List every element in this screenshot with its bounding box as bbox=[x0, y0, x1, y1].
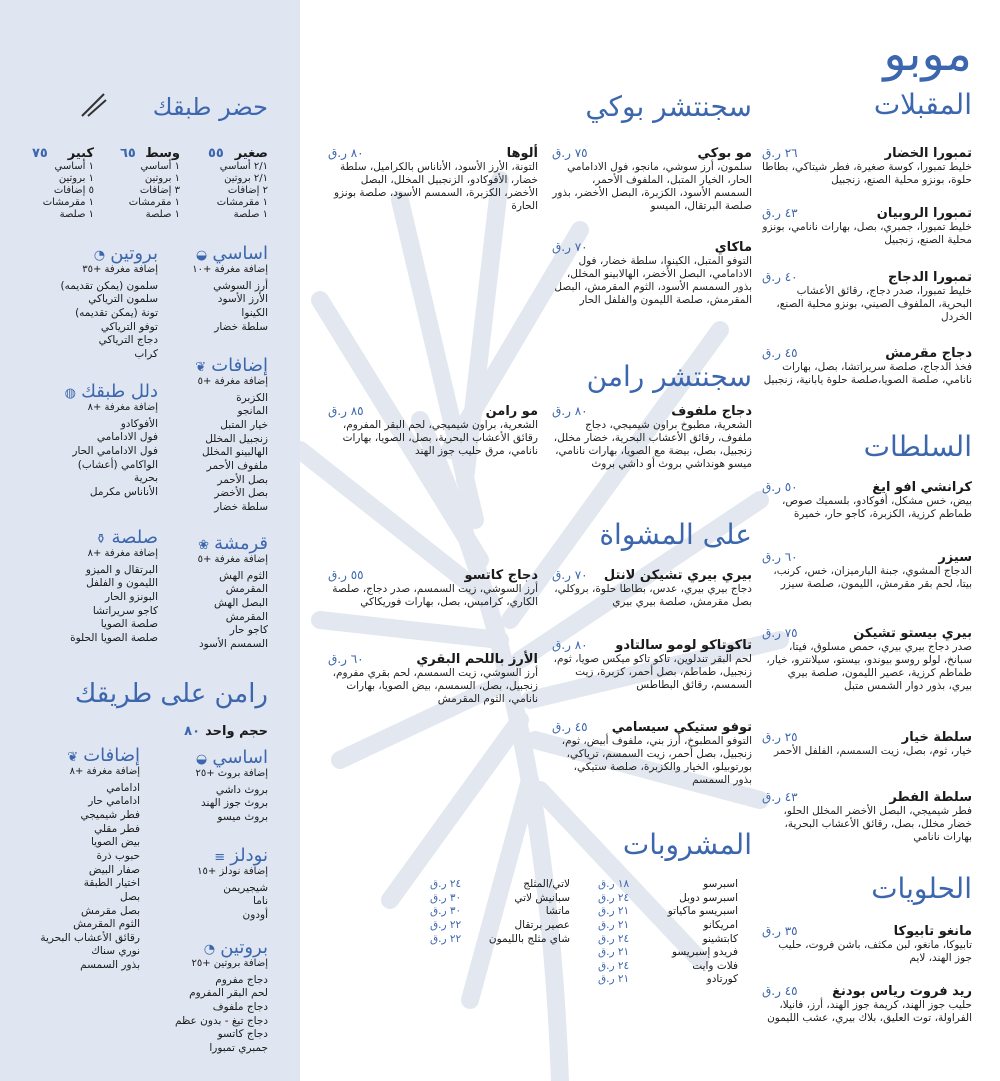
group-item: الثوم المقرمش bbox=[73, 918, 140, 931]
ramen-go-title: رامن على طريقك bbox=[74, 679, 268, 709]
ramen-go-size bbox=[184, 720, 268, 739]
garlic-icon: ❀ bbox=[198, 538, 210, 553]
item-name: تمبورا الخضار bbox=[884, 146, 972, 161]
item-desc: أرز السوشي، زيت السمسم، لحم بقري مفروم، زنجبيل، بصل، السمسم، بيض الصويا، بهارات نانامي، الثوم المقرمش bbox=[332, 667, 538, 706]
drink-name: اسبريسو ماكياتو bbox=[667, 905, 738, 918]
group-item: جمبري تمبورا bbox=[209, 1042, 268, 1054]
appetizer-item bbox=[762, 270, 972, 324]
group-item: فطر شيميجي bbox=[80, 809, 140, 822]
item-desc: خليط تمبورا، كوسة صغيرة، فطر شيتاكي، بطاطا حلوة، بونزو محلية الصنع، زنجبيل bbox=[762, 161, 972, 187]
item-name: بيري بيستو تشيكن bbox=[853, 626, 972, 641]
group-title: بروتين bbox=[220, 937, 268, 958]
item-desc: بيض، خس مشكل، أفوكادو، بلسميك صوص، طماطم كرزية، الكزبرة، كاجو حار، خميرة bbox=[781, 495, 972, 521]
bowl-icon: ◒ bbox=[195, 248, 208, 263]
group-item: بروث داشي bbox=[215, 783, 268, 796]
group-item: الهالبينو المخلل bbox=[201, 446, 268, 459]
group-extra: إضافة مغرفة +٨ bbox=[69, 765, 140, 777]
size-line: ٣ إضافات bbox=[139, 185, 180, 196]
group-item: شيجيريمن bbox=[223, 881, 268, 894]
drink-price: ٢١ ر.ق bbox=[598, 905, 630, 918]
group-item: بصل الأحمر bbox=[217, 473, 268, 486]
group-extra: إضافة بروتين +٢٥ bbox=[191, 957, 268, 969]
item-name: ألوها bbox=[506, 146, 538, 161]
drink-name: شاي مثلج بالليمون bbox=[488, 932, 570, 945]
group-item: الأفوكادو bbox=[120, 417, 158, 430]
group-item: دجاج تيغ - بدون عظم bbox=[174, 1014, 268, 1027]
group-item: توفو الترياكي bbox=[100, 320, 158, 333]
poke-title: سجنتشر بوكي bbox=[585, 90, 752, 123]
desserts-title: الحلويات bbox=[871, 872, 972, 905]
sauce-bottle-icon: ⚱ bbox=[95, 532, 107, 547]
item-desc: فطر شيميجي، البصل الأخضر المخلل الحلو، خضار مخلل، بصل، رقائق الأعشاب البحرية، بهارات نانامي bbox=[783, 805, 972, 844]
group-item: السمسم الأسود bbox=[198, 638, 268, 650]
group-item: فطر مقلي bbox=[94, 822, 140, 835]
drink-name: فلات وايت bbox=[692, 959, 738, 972]
grill-item bbox=[552, 638, 752, 692]
group-extra: إضافة مغرفة +٨ bbox=[87, 547, 158, 559]
size-line: ١ صلصة bbox=[233, 209, 268, 220]
group-item: بروث ميسو bbox=[217, 811, 268, 824]
group-item: اختيار الطبقة bbox=[83, 877, 140, 890]
salad-item bbox=[762, 480, 972, 521]
group-item: بيض الصويا bbox=[90, 836, 140, 849]
group-extra: إضافة مغرفة +٨ bbox=[87, 401, 158, 413]
item-name: دجاج كاتسو bbox=[464, 568, 538, 583]
byo-addons-group bbox=[158, 356, 268, 515]
poke-item bbox=[552, 240, 752, 308]
size-price: ٦٥ bbox=[120, 146, 136, 161]
item-name: مو بوكي bbox=[697, 146, 752, 161]
item-desc: خيار، ثوم، بصل، زيت السمسم، الفلفل الأحمر bbox=[774, 745, 972, 757]
item-price: ٧٠ ر.ق bbox=[552, 568, 588, 582]
salad-item bbox=[762, 730, 972, 758]
group-item: بذور السمسم bbox=[80, 959, 140, 972]
group-item: تونة (يمكن تقديمه) bbox=[75, 307, 158, 320]
drink-price: ٢٤ ر.ق bbox=[598, 932, 630, 945]
item-desc: الشعرية، مطبوخ براون شيميجي، دجاج ملفوف، رقائق الأعشاب البحرية، خضار مخلل، زنجبيل، بصل، بيضة مع الصويا، بهارات نانامي، ميسو هونداشي بروث أو داشي بروث bbox=[553, 419, 752, 471]
group-item: الأرز الأسود bbox=[217, 293, 268, 306]
group-item: نوري سناك bbox=[91, 945, 140, 958]
item-name: ماكاي bbox=[714, 240, 752, 255]
item-name: ريد فروت رياس بودنغ bbox=[832, 984, 972, 999]
size-price: ٧٥ bbox=[32, 146, 48, 161]
drink-name: عصير برتقال bbox=[514, 918, 570, 931]
group-extra: إضافة نودلز +١٥ bbox=[197, 865, 268, 877]
size-name: صغير bbox=[234, 146, 268, 161]
drink-price: ٣٠ ر.ق bbox=[430, 905, 462, 918]
size-line: ٥ إضافات bbox=[53, 185, 94, 196]
group-title: نودلز bbox=[230, 845, 268, 866]
shrimp-icon: ◔ bbox=[93, 248, 106, 263]
appetizer-item bbox=[762, 146, 972, 187]
group-title: إضافات bbox=[83, 745, 140, 766]
drink-price: ٢٤ ر.ق bbox=[598, 959, 630, 972]
item-price: ٢٥ ر.ق bbox=[762, 730, 798, 744]
item-price: ٥٠ ر.ق bbox=[762, 480, 798, 494]
size-line: ١ مقرمشات bbox=[216, 197, 268, 208]
size-name: كبير bbox=[67, 146, 94, 161]
group-item: الليمون و الفلفل bbox=[86, 577, 158, 590]
group-item: بحرية bbox=[133, 472, 158, 485]
ramen-noodles-group bbox=[158, 846, 268, 923]
drink-price: ٢١ ر.ق bbox=[598, 946, 630, 959]
group-item: أرز السوشي bbox=[213, 279, 268, 292]
ramen-base-group bbox=[158, 748, 268, 825]
drinks-column-2 bbox=[430, 878, 570, 946]
item-name: تاكوتاكو لومو سالتادو bbox=[615, 638, 752, 653]
item-name: سلطة خيار bbox=[901, 730, 972, 745]
item-price: ٨٠ ر.ق bbox=[552, 638, 588, 652]
item-desc: تابيوكا، مانغو، لبن مكثف، باشن فروت، حليب جوز الهند، لايم bbox=[778, 939, 972, 965]
item-price: ٤٥ ر.ق bbox=[762, 346, 798, 360]
size-line: ٢ إضافات bbox=[227, 185, 268, 196]
group-item: بروث جوز الهند bbox=[201, 797, 268, 810]
group-item: صلصة الصويا bbox=[100, 618, 158, 631]
group-item: الكينوا bbox=[241, 307, 268, 320]
group-item: البرتقال و الميزو bbox=[85, 563, 158, 576]
grill-item bbox=[552, 568, 752, 609]
item-price: ٢٦ ر.ق bbox=[762, 146, 798, 160]
chopsticks-icon bbox=[78, 92, 108, 118]
grill-title: على المشواة bbox=[599, 518, 752, 551]
drink-name: اسبرسو bbox=[703, 878, 738, 890]
item-desc: التوفو المتبل، الكينوا، سلطة خضار، فول الادامامي، البصل الأخضر، الهالابينو المخلل، بذور السمسم الأسود، الثوم المقرمش، البصل المقرمش، صلصة الليمون والفلفل الحار bbox=[554, 255, 752, 307]
group-item: رقائق الأعشاب البحرية bbox=[40, 931, 140, 944]
size-line: ١ صلصة bbox=[59, 209, 94, 220]
sprout-icon: ❦ bbox=[67, 750, 79, 765]
item-desc: سلمون، أرز سوشي، مانجو، فول الادامامي الحار، الخيار المتبل، الملفوف الأحمر، السمسم الأسود، الكزبرة، البصل الأخضر، بذور صلصة البرتقال، الميسو bbox=[552, 161, 752, 213]
group-item: كراب bbox=[134, 348, 158, 360]
item-desc: دجاج بيري بيري، عدس، بطاطا حلوة، بروكلي، بصل مقرمش، صلصة بيري بيري bbox=[554, 583, 752, 609]
group-item: أودون bbox=[242, 909, 268, 922]
group-title: دلل طبقك bbox=[81, 381, 158, 402]
item-name: الأرز باللحم البقري bbox=[416, 652, 538, 667]
group-item: حبوب ذرة bbox=[96, 850, 140, 862]
poke-item bbox=[328, 146, 538, 214]
noodles-icon: ≡ bbox=[214, 850, 226, 865]
group-item: صفار البيض bbox=[88, 863, 140, 876]
dessert-item bbox=[762, 984, 972, 1025]
group-title: صلصة bbox=[111, 527, 158, 548]
item-desc: حليب جوز الهند، كريمة جوز الهند، أرز، فانيلا، الفراولة، توت العليق، بلاك بيري، عشب الليمون bbox=[767, 999, 972, 1025]
group-item: زنجبيل المخلل bbox=[205, 432, 268, 445]
size-label: حجم واحد bbox=[205, 724, 268, 739]
appetizers-title: المقبلات bbox=[873, 88, 972, 121]
item-price: ٧٥ ر.ق bbox=[552, 146, 588, 160]
drinks-title: المشروبات bbox=[622, 828, 752, 861]
item-name: توفو ستيكي سيسامي bbox=[611, 720, 752, 735]
size-line: ٢/١ بروتين bbox=[224, 173, 268, 184]
drink-name: لاتي/المثلج bbox=[523, 878, 570, 890]
group-extra: إضافة مغرفة +٣٥ bbox=[82, 263, 158, 275]
item-desc: الدجاج المشوي، جبنة البارميزان، خس، كرنب، بيتا، لحم بقر مقرمش، الليمون، صلصة سيزر bbox=[773, 565, 972, 591]
item-price: ٨٥ ر.ق bbox=[328, 404, 364, 418]
item-name: سيزر bbox=[938, 550, 972, 565]
drink-price: ٢٤ ر.ق bbox=[598, 891, 630, 904]
group-extra: إضافة بروث +٢٥ bbox=[195, 767, 268, 779]
group-item: خيار المتبل bbox=[220, 419, 268, 432]
group-item: ناما bbox=[253, 895, 268, 908]
group-item: البونزو الحار bbox=[105, 591, 158, 604]
grill-item bbox=[552, 720, 752, 788]
group-item: الأناناس مكرمل bbox=[89, 486, 158, 498]
item-price: ٦٠ ر.ق bbox=[328, 652, 364, 666]
item-name: بيري بيري تشيكن لانتل bbox=[603, 568, 752, 583]
byo-crunch-group bbox=[158, 534, 268, 652]
ramen-item bbox=[552, 404, 752, 472]
group-item: كاجو سريراتشا bbox=[92, 604, 158, 617]
poke-item bbox=[552, 146, 752, 214]
group-item: المقرمش bbox=[225, 583, 268, 596]
item-price: ٥٥ ر.ق bbox=[328, 568, 364, 582]
appetizer-item bbox=[762, 206, 972, 247]
size-line: ١ مقرمشات bbox=[42, 197, 94, 208]
drink-price: ٢٢ ر.ق bbox=[430, 932, 462, 945]
size-line: ١ بروتين bbox=[144, 173, 180, 184]
grill-item bbox=[328, 568, 538, 609]
item-price: ٨٠ ر.ق bbox=[328, 146, 364, 160]
size-line: ١ أساسي bbox=[140, 161, 180, 172]
group-title: اساسي bbox=[212, 243, 268, 264]
item-desc: الشعرية، براون شيميجي، لحم البقر المفروم، رقائق الأعشاب البحرية، بصل، الصويا، بهارات نانامي، مرق حليب جوز الهند bbox=[342, 419, 538, 458]
group-item: سلمون (يمكن تقديمه) bbox=[60, 279, 158, 292]
drink-price: ٢٤ ر.ق bbox=[430, 878, 462, 890]
item-desc: صدر دجاج بيري بيري، حمص مسلوق، فيتا، سبانخ، لولو روسو بيوندو، بيستو، سيلانترو، خيار، طماطم كرزية، عصير الليمون، صلصة بيري بيري، بذور دوار الشمس متبل bbox=[766, 641, 972, 693]
group-item: ادامامي حار bbox=[88, 795, 140, 808]
group-extra: إضافة مغرفة +١٠ bbox=[192, 263, 268, 275]
dessert-item bbox=[762, 924, 972, 965]
item-name: مانغو تابيوكا bbox=[893, 924, 972, 939]
group-item: بصل الأخضر bbox=[214, 487, 268, 500]
item-desc: خليط تمبورا، جمبري، بصل، بهارات نانامي، بونزو محلية الصنع، زنجبيل bbox=[762, 221, 972, 247]
size-price: ٥٥ bbox=[208, 146, 224, 161]
size-price: ٨٠ bbox=[184, 724, 201, 739]
item-price: ٤٥ ر.ق bbox=[762, 984, 798, 998]
group-item: دجاج الترياكي bbox=[98, 334, 158, 347]
drink-price: ٢١ ر.ق bbox=[598, 973, 630, 986]
group-item: ملفوف الأحمر bbox=[206, 460, 268, 472]
group-item: ادامامي bbox=[106, 781, 140, 794]
group-item: المقرمش bbox=[225, 610, 268, 623]
size-medium bbox=[120, 146, 180, 221]
drink-price: ٣٠ ر.ق bbox=[430, 891, 462, 904]
ramen-addons-group bbox=[20, 746, 140, 973]
item-desc: التوفو المطبوخ، أرز بني، ملفوف أبيض، ثوم، زنجبيل، بصل أحمر، زيت السمسم، ترياكي، بورتوبيلو، الخيار والكزبرة، صلصة ستيكي، بذور السمسم bbox=[561, 735, 752, 787]
item-desc: لحم البقر تندلوين، تاكو تاكو ميكس صويا، ثوم، زنجبيل، طماطم، بصل أحمر، كزبرة، زيت السمسم، رقائق البطاطس bbox=[553, 653, 752, 692]
item-name: مو رامن bbox=[485, 404, 538, 419]
item-price: ٧٠ ر.ق bbox=[552, 240, 588, 254]
size-small bbox=[208, 146, 268, 221]
item-name: تمبورا الروبيان bbox=[876, 206, 972, 221]
byo-spoil-group bbox=[28, 382, 158, 500]
group-item: دجاج ملفوف bbox=[212, 1001, 268, 1014]
item-desc: فخذ الدجاج، صلصة سريراتشا، بصل، بهارات نانامي، صلصة الصويا،صلصة حلوة يابانية، زنجبيل bbox=[763, 361, 972, 387]
salad-item bbox=[762, 626, 972, 694]
item-name: سلطة الفطر bbox=[889, 790, 972, 805]
size-line: ١ أساسي bbox=[54, 161, 94, 172]
group-title: بروتين bbox=[110, 243, 158, 264]
item-name: تمبورا الدجاج bbox=[888, 270, 972, 285]
item-desc: أرز السوشي، زيت السمسم، صدر دجاج، صلصة الكاري، كرامبس، بصل، بهارات فوريكاكي bbox=[332, 583, 538, 609]
group-item: سلمون الترياكي bbox=[88, 293, 158, 306]
size-line: ١ بروتين bbox=[58, 173, 94, 184]
drink-price: ١٨ ر.ق bbox=[598, 878, 630, 890]
drink-price: ٢١ ر.ق bbox=[598, 918, 630, 931]
group-item: بصل bbox=[120, 890, 140, 903]
size-name: وسط bbox=[145, 146, 180, 161]
size-line: ١ مقرمشات bbox=[128, 197, 180, 208]
bowl-icon: ◒ bbox=[195, 752, 208, 767]
drinks-column-1 bbox=[598, 878, 738, 987]
brand-logo: موبو bbox=[883, 26, 972, 82]
item-name: دجاج ملفوف bbox=[671, 404, 752, 419]
group-extra: إضافة مغرفة +٥ bbox=[197, 553, 268, 565]
item-price: ٨٠ ر.ق bbox=[552, 404, 588, 418]
item-desc: التونة، الأرز الأسود، الأناناس بالكراميل، سلطة خضار، الأفوكادو، الزنجبيل المخلل، البصل الأخضر، الكزبرة، السمسم الأسود، صلصة بونزو الحارة bbox=[333, 161, 538, 213]
salad-item bbox=[762, 550, 972, 591]
group-item: الكزبرة bbox=[236, 391, 268, 404]
size-line: ٢/١ أساسي bbox=[219, 161, 268, 172]
group-item: المانجو bbox=[237, 405, 268, 418]
item-price: ٧٥ ر.ق bbox=[762, 626, 798, 640]
drink-name: فريدو إسبريسو bbox=[671, 946, 738, 959]
group-item: بصل مقرمش bbox=[80, 904, 140, 917]
item-price: ٤٥ ر.ق bbox=[552, 720, 588, 734]
drink-name: كورتادو bbox=[706, 973, 738, 986]
item-price: ٤٣ ر.ق bbox=[762, 790, 798, 804]
ramen-title: سجنتشر رامن bbox=[586, 360, 752, 393]
group-item: لحم البقر المفروم bbox=[189, 987, 268, 1000]
avocado-icon: ◍ bbox=[64, 386, 77, 401]
drink-name: اسبرسو دوبل bbox=[679, 891, 738, 904]
group-item: سلطة خضار bbox=[214, 320, 268, 333]
group-title: اساسي bbox=[212, 747, 268, 768]
group-item: الواكامي (أعشاب) bbox=[77, 458, 158, 471]
byo-sauce-group bbox=[28, 528, 158, 646]
group-extra: إضافة مغرفة +٥ bbox=[197, 375, 268, 387]
group-item: الثوم الهش bbox=[219, 569, 268, 582]
group-item: سلطة خضار bbox=[214, 500, 268, 513]
group-item: دجاج كاتسو bbox=[217, 1028, 268, 1041]
size-large bbox=[32, 146, 94, 221]
item-name: كرانشي افو ايغ bbox=[872, 480, 972, 495]
ramen-item bbox=[328, 404, 538, 458]
salads-title: السلطات bbox=[863, 430, 972, 463]
grill-item bbox=[328, 652, 538, 706]
item-price: ٤٣ ر.ق bbox=[762, 206, 798, 220]
group-item: البصل الهش bbox=[213, 597, 268, 610]
drink-name: امريكانو bbox=[703, 918, 738, 931]
appetizer-item bbox=[762, 346, 972, 387]
group-item: فول الادامامي bbox=[96, 431, 158, 444]
size-line: ١ صلصة bbox=[145, 209, 180, 220]
ramen-protein-group bbox=[148, 938, 268, 1056]
drink-name: كابتشينو bbox=[702, 932, 738, 945]
group-item: كاجو حار bbox=[229, 624, 268, 637]
group-item: دجاج مفروم bbox=[215, 973, 268, 986]
sprout-icon: ❦ bbox=[195, 360, 207, 375]
salad-item bbox=[762, 790, 972, 844]
byo-base-group bbox=[158, 244, 268, 334]
item-desc: خليط تمبورا، صدر دجاج، رقائق الأعشاب البحرية، الملفوف الصيني، بونزو محلية الصنع، الخردل bbox=[776, 285, 972, 324]
group-title: إضافات bbox=[211, 355, 268, 376]
item-name: دجاج مقرمش bbox=[885, 346, 972, 361]
group-item: صلصة الصويا الحلوة bbox=[70, 632, 158, 644]
drink-name: ماتشا bbox=[545, 905, 570, 918]
group-title: قرمشة bbox=[214, 533, 268, 554]
drink-name: سبانيش لاتي bbox=[514, 891, 570, 904]
byo-title: حضر طبقك bbox=[152, 93, 268, 121]
byo-protein-group bbox=[28, 244, 158, 362]
item-price: ٦٠ ر.ق bbox=[762, 550, 798, 564]
item-price: ٣٥ ر.ق bbox=[762, 924, 798, 938]
shrimp-icon: ◔ bbox=[203, 942, 216, 957]
group-item: فول الادامامي الحار bbox=[72, 445, 158, 458]
item-price: ٤٠ ر.ق bbox=[762, 270, 798, 284]
drink-price: ٢٢ ر.ق bbox=[430, 918, 462, 931]
